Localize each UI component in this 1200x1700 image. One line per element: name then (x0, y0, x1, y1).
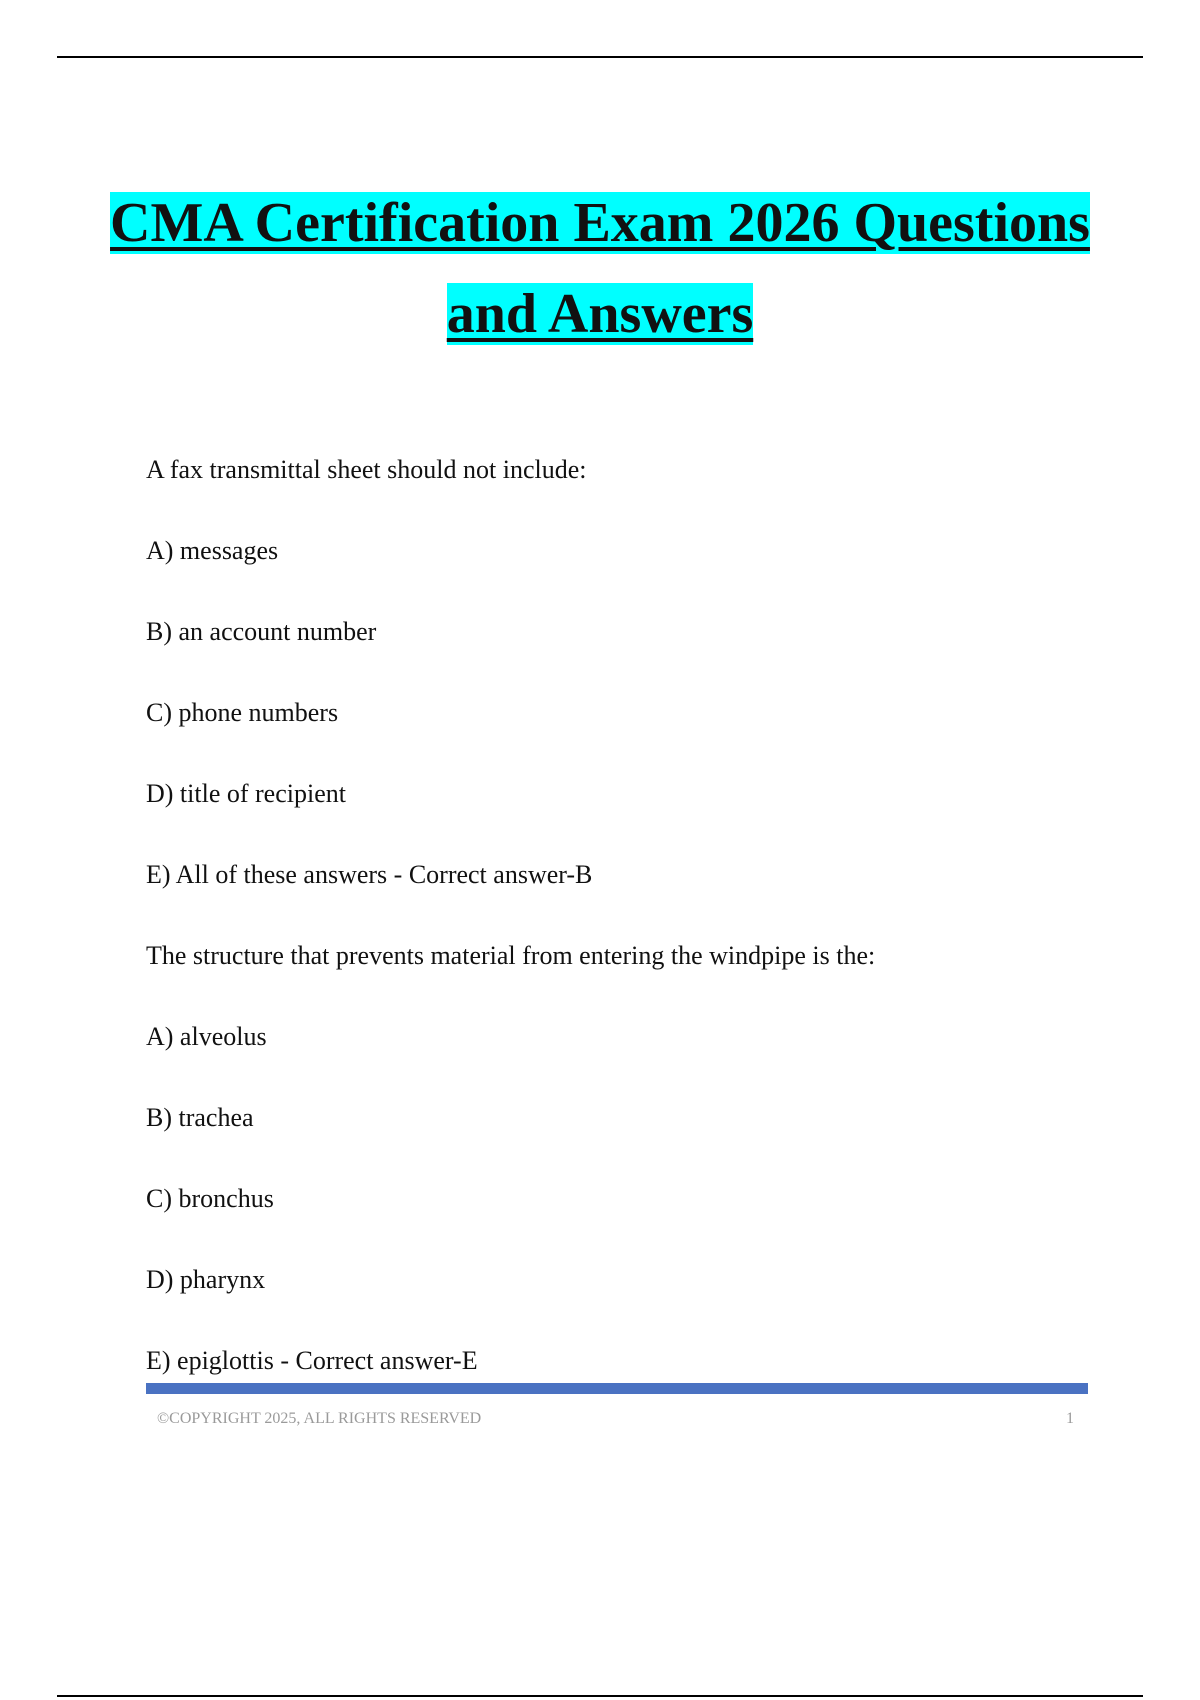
footer-bar (146, 1383, 1088, 1394)
question-1-option-b: B) an account number (146, 617, 377, 646)
page-number: 1 (1066, 1410, 1074, 1427)
question-2-option-c: C) bronchus (146, 1184, 274, 1213)
question-1-option-e: E) All of these answers - Correct answer-B (146, 860, 593, 889)
title-line-1: CMA Certification Exam 2026 Questions (110, 192, 1090, 254)
page-title (100, 178, 1100, 360)
top-rule (57, 56, 1143, 58)
question-2-text: The structure that prevents material from entering the windpipe is the: (146, 941, 876, 970)
bottom-rule (57, 1695, 1143, 1697)
question-1-option-c: C) phone numbers (146, 698, 339, 727)
question-2-option-a: A) alveolus (146, 1022, 267, 1051)
footer-copyright: ©COPYRIGHT 2025, ALL RIGHTS RESERVED (157, 1410, 482, 1427)
question-1-text: A fax transmittal sheet should not include: (146, 455, 587, 484)
question-2-option-d: D) pharynx (146, 1265, 266, 1294)
question-2-option-b: B) trachea (146, 1103, 254, 1132)
question-1-option-a: A) messages (146, 536, 279, 565)
title-line-2: and Answers (446, 283, 754, 345)
question-1-option-d: D) title of recipient (146, 779, 346, 808)
question-2-option-e: E) epiglottis - Correct answer-E (146, 1346, 478, 1375)
